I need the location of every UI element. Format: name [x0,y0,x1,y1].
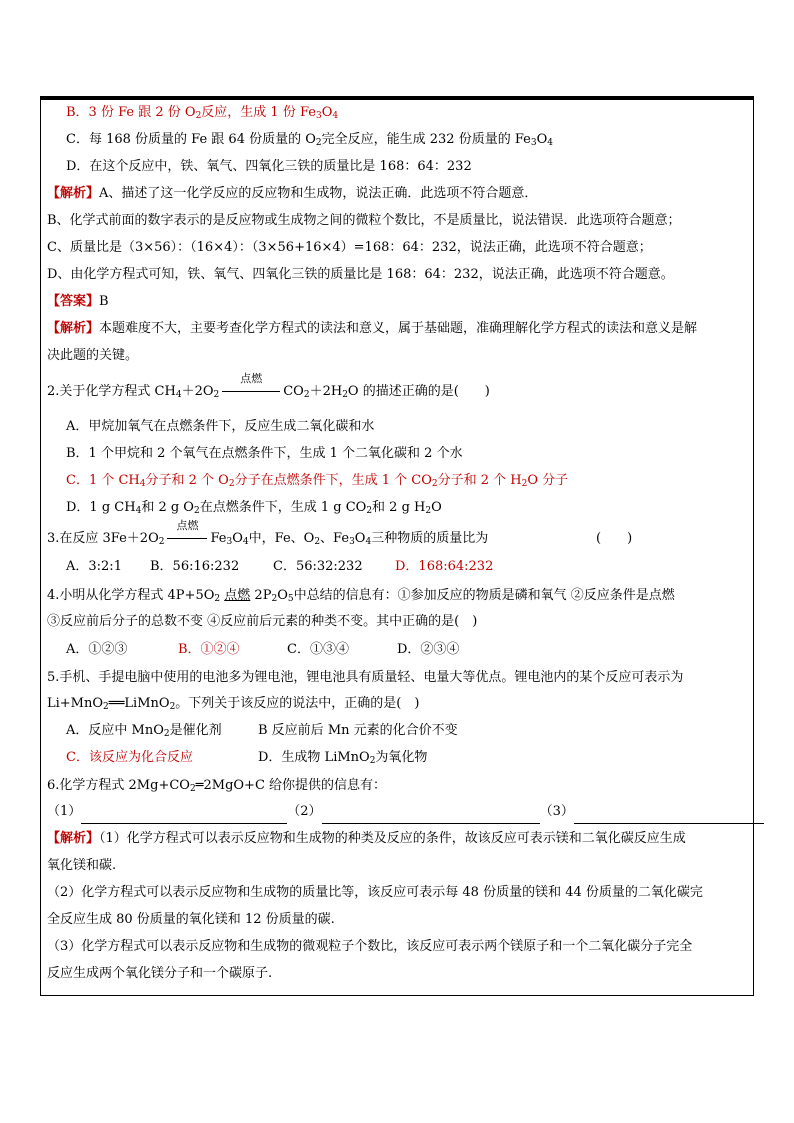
reaction-condition: 点燃 [222,383,280,401]
q4-option-a: A．①②③ [66,642,128,657]
q3-option-a: A．3:2:1 [66,559,122,574]
q4-option-b: B．①②④ [178,642,240,657]
analysis-summary-2: 决此题的关键。 [47,348,139,363]
answer-blank-1[interactable] [81,805,287,824]
q3-answer-paren: ( ) [596,531,633,546]
q5-option-b: B 反应前后 Mn 元素的化合价不变 [258,723,458,738]
question-3: 3.在反应 $3Fe+2O_2$ 点燃 $Fe_3O_4$中，Fe、$O_2$、$Fe_3O_4$三种物质的质量比为 [47,519,489,547]
reaction-condition: 点燃 [167,530,207,548]
q2-option-a: A．甲烷加氧气在点燃条件下，反应生成二氧化碳和水 [66,419,375,434]
analysis-tag: 【解析】 [47,186,100,201]
q4-option-d: D．②③④ [397,642,460,657]
q5-option-a: A．反应中 MnO$_2$是催化剂 [66,723,222,739]
answer-blank-2[interactable] [322,805,540,824]
option-d-line: D．在这个反应中，铁、氧气、四氧化三铁的质量比是 168：64：232 [66,159,472,174]
analysis-d: D、由化学方程式可知，铁、氧气、四氧化三铁的质量比是 168：64：232，说法正确，此选项不符合题意。 [47,267,674,282]
q2-option-d: D．1 g $CH_4$和 2 g $O_2$在点燃条件下，生成 1 g $CO_2$和 2 g $H_2O$ [66,500,442,516]
q3-option-b: B．56:16:232 [150,559,240,574]
answer-blank-3[interactable] [574,805,764,824]
q6-analysis-3b: 反应生成两个氧化镁分子和一个碳原子. [47,966,273,981]
question-5-line-2: Li+MnO$_2$══LiMnO$_2$。下列关于该反应的说法中，正确的是( ) [47,696,420,712]
question-4: 4.小明从化学方程式 $4P+5O_2$ 点燃 $2P_2O_5$中总结的信息有：①参加反应的物质是磷和氧气 ②反应条件是点燃 [47,588,675,604]
option-b-line: B．3 份 Fe 跟 2 份 $O_2$反应，生成 1 份 $Fe_3O_4$ [66,105,339,121]
q2-option-c: C．1 个 $CH_4$分子和 2 个 $O_2$分子在点燃条件下，生成 1 个 $CO_2$分子和 2 个 $H_2O$ 分子 [66,473,569,489]
analysis-a: 【解析】A、描述了这一化学反应的反应物和生成物，说法正确．此选项不符合题意． [47,186,538,201]
q6-analysis-1: 【解析】（1）化学方程式可以表示反应物和生成物的种类及反应的条件，故该反应可表示镁和二氧化碳反应生成 [47,831,686,846]
q6-analysis-2: （2）化学方程式可以表示反应物和生成物的质量比等，该反应可表示每 48 份质量的镁和 44 份质量的二氧化碳完 [47,885,703,900]
question-5: 5.手机、手提电脑中使用的电池多为锂电池，锂电池具有质量轻、电量大等优点。锂电池内的某个反应可表示为 [47,670,684,685]
q5-option-d: D．生成物 LiMnO$_2$为氧化物 [258,750,428,766]
question-2: 2.关于化学方程式 $CH_4+2O_2$ 点燃 $CO_2+2H_2O$ 的描述正确的是( ) [47,372,490,400]
q3-option-c: C．56:32:232 [273,559,363,574]
q6-analysis-2b: 全反应生成 80 份质量的氧化镁和 12 份质量的碳. [47,912,335,927]
question-6: 6.化学方程式 $2Mg+CO_2═2MgO+C$ 给你提供的信息有： [47,778,387,794]
analysis-c: C、质量比是（3×56）：（16×4）：（3×56+16×4）=168：64：232，说法正确，此选项不符合题意； [47,240,652,255]
q6-blanks: （1） （2） （3） [47,803,764,824]
q4-option-c: C．①③④ [287,642,349,657]
option-c-line: C．每 168 份质量的 Fe 跟 64 份质量的 $O_2$完全反应，能生成 232 份质量的 $Fe_3O_4$ [66,132,553,148]
q2-option-b: B．1 个甲烷和 2 个氧气在点燃条件下，生成 1 个二氧化碳和 2 个水 [66,446,463,461]
answer-line: 【答案】B [47,294,109,309]
q5-option-c: C．该反应为化合反应 [66,750,193,765]
q6-analysis-1b: 氧化镁和碳. [47,858,117,873]
analysis-summary-1: 【解析】本题难度不大，主要考查化学方程式的读法和意义，属于基础题，准确理解化学方程式的读法和意义是解 [47,321,698,336]
q6-analysis-3: （3）化学方程式可以表示反应物和生成物的微观粒子个数比，该反应可表示两个镁原子和一个二氧化碳分子完全 [47,939,693,954]
question-4-line-2: ③反应前后分子的总数不变 ④反应前后元素的种类不变。其中正确的是( ) [47,614,478,629]
analysis-b: B、化学式前面的数字表示的是反应物或生成物之间的微粒个数比，不是质量比，说法错误．此选项符合题意； [47,213,681,228]
content-box [40,100,754,996]
reaction-condition: 点燃 [224,588,251,603]
q3-option-d: D．168:64:232 [395,559,494,574]
